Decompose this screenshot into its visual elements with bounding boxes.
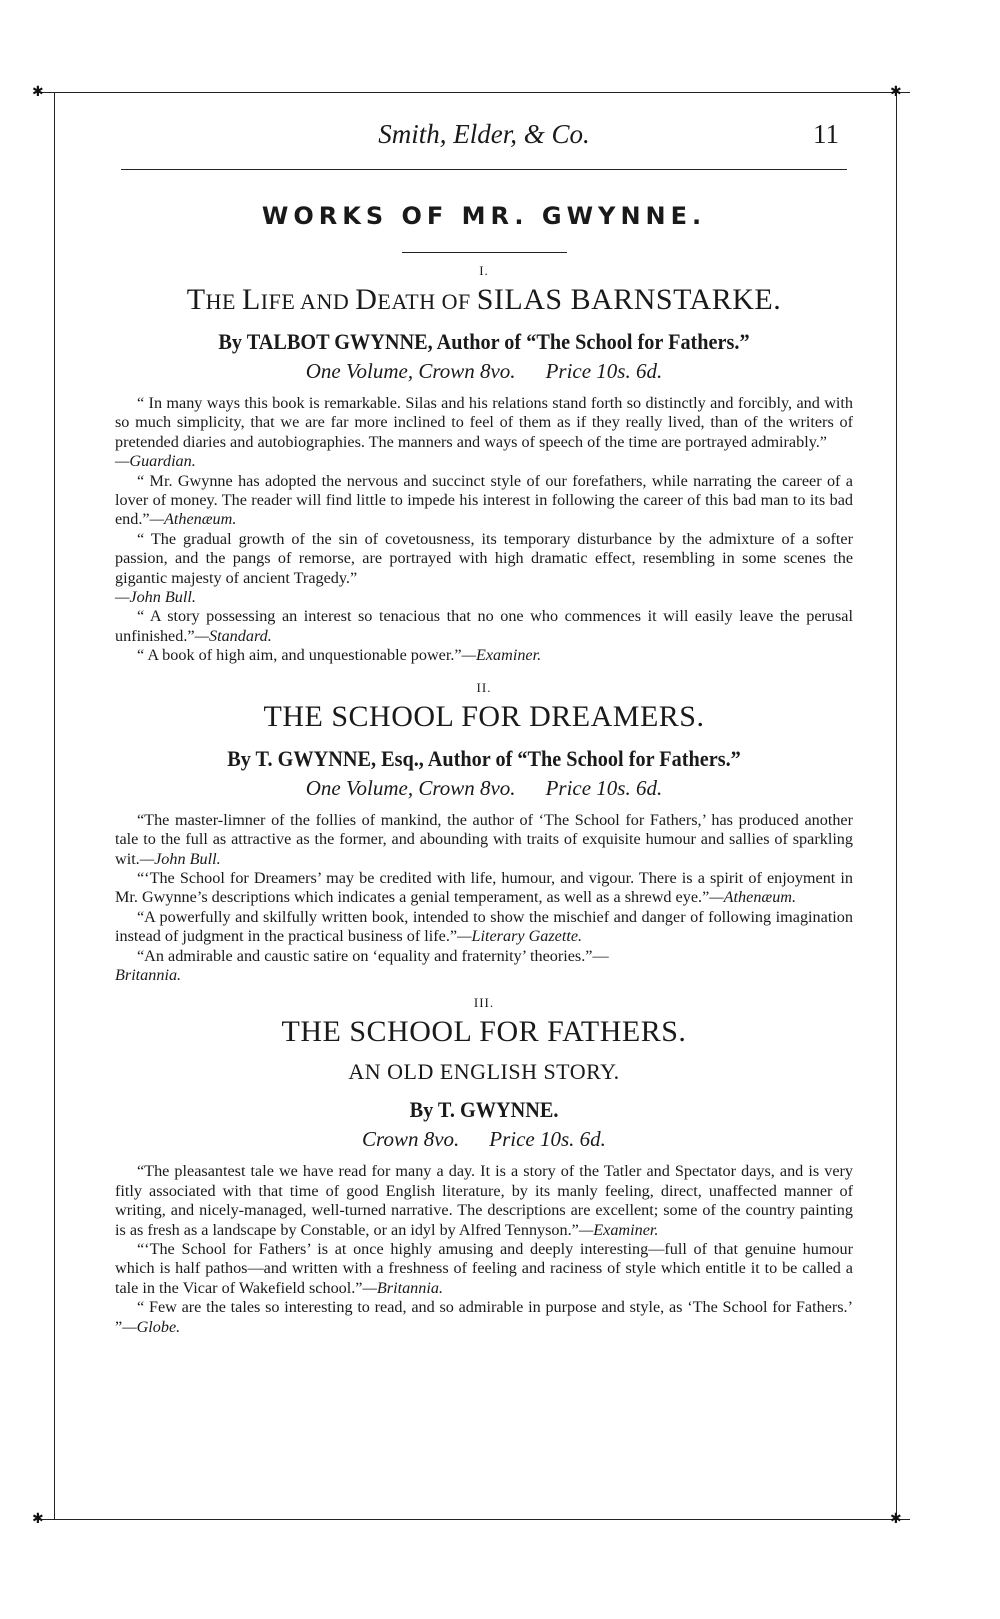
- review-quote: [115, 908, 853, 947]
- review-text: “ Few are the tales so interesting to read, and so admirable in purpose and style, as ‘The School for Fathers.’ ”: [115, 1298, 853, 1336]
- review-source: —John Bull.: [139, 849, 221, 868]
- page-title: WORKS OF MR. GWYNNE.: [261, 202, 707, 230]
- work-byline: By TALBOT GWYNNE, Author of “The School for Fathers.”: [218, 329, 750, 354]
- review-text: “An admirable and caustic satire on ‘equality and fraternity’ theories.”—: [137, 946, 609, 965]
- review-text: “ The gradual growth of the sin of covetousness, its temporary disturbance by the admixture of a softer passion, and the pangs of remorse, are portrayed with high dramatic effect, resembling in some scenes the gigantic majesty of ancient Tragedy.”: [115, 529, 853, 587]
- right-border: [896, 92, 897, 1520]
- review-source: —Guardian.: [115, 452, 196, 471]
- work-numeral: II.: [476, 679, 492, 695]
- work-title: THE SCHOOL FOR DREAMERS.: [263, 699, 705, 733]
- work-byline: By T. GWYNNE, Esq., Author of “The School for Fathers.”: [227, 745, 741, 771]
- review-quote: [115, 607, 853, 646]
- volume-info: One Volume, Crown 8vo.: [305, 359, 516, 383]
- volume-info: One Volume, Crown 8vo.: [305, 775, 516, 800]
- volume-info: Crown 8vo.: [362, 1127, 460, 1152]
- work-numeral: III.: [473, 995, 495, 1011]
- title-part: IFE AND: [260, 289, 356, 314]
- work-title: [115, 283, 853, 317]
- review-text: “‘The School for Fathers’ is at once highly amusing and deeply interesting—full of that genuine humour which is half pathos—and written with a freshness of feeling and raciness of style which entitle it to be called a tale in the Vicar of Wakefield school.”: [115, 1239, 853, 1297]
- review-source: —Literary Gazette.: [457, 927, 583, 946]
- work-numeral: I.: [479, 263, 489, 278]
- corner-ornament-icon: ✱: [32, 1511, 44, 1527]
- review-text: “The master-limner of the follies of mankind, the author of ‘The School for Fathers,’ has produced another tale to the full as attractive as the former, and abounding with traits of exquisite humour and sallies of sparkling wit.: [115, 810, 853, 868]
- review-source: —Examiner.: [578, 1220, 659, 1239]
- review-list: [115, 394, 853, 666]
- review-quote: [115, 646, 853, 665]
- review-text: “A powerfully and skilfully written book, intended to show the mischief and danger of following imagination instead of judgment in the practical business of life.”: [115, 907, 853, 946]
- title-part: D: [355, 283, 378, 316]
- price-info: Price 10s. 6d.: [545, 359, 663, 383]
- title-part: SILAS BARNSTARKE.: [476, 283, 782, 316]
- price-info: Price 10s. 6d.: [489, 1127, 606, 1152]
- page-number: 11: [813, 119, 839, 149]
- review-quote: [115, 869, 853, 908]
- review-source: Britannia.: [115, 965, 182, 984]
- title-part: T: [186, 283, 206, 316]
- title-part: HE: [205, 289, 242, 314]
- review-source: —Standard.: [194, 626, 272, 645]
- publication-info: [115, 359, 853, 384]
- review-quote: [115, 530, 853, 608]
- review-quote: [115, 811, 853, 869]
- corner-ornament-icon: ✱: [890, 1511, 902, 1527]
- corner-ornament-icon: ✱: [32, 84, 44, 100]
- review-source: —Examiner.: [461, 646, 542, 665]
- review-text: “ A book of high aim, and unquestionable power.”: [137, 646, 462, 665]
- review-text: “ Mr. Gwynne has adopted the nervous and succinct style of our forefathers, while narrating the career of a lover of money. The reader will find little to impede his interest in following the career of this bad man to its bad end.”: [115, 471, 853, 529]
- review-quote: [115, 1162, 853, 1240]
- review-source: —Britannia.: [362, 1278, 443, 1297]
- review-text: “The pleasantest tale we have read for many a day. It is a story of the Tatler and Spectator days, and is very fitly associated with that time of good English literature, by its manly feeling, direct, unaffected manner of writing, and nicely-managed, well-turned narrative. The descriptions are excellent; some of the country painting is as fresh as a landscape by Constable, or an idyl by Alfred Tennyson.”: [115, 1162, 853, 1239]
- review-text: “ In many ways this book is remarkable. Silas and his relations stand forth so distinctly and forcibly, and with so much simplicity, that we are far more inclined to feel of them as if they really lived, than of the writers of pretended diaries and autobiographies. The manners and ways of speech of the time are portrayed admirably.”: [115, 394, 853, 451]
- review-list: [115, 811, 853, 986]
- title-part: EATH OF: [377, 289, 477, 314]
- review-source: —Globe.: [122, 1317, 181, 1336]
- review-quote: [115, 394, 853, 472]
- work-section: [115, 680, 853, 986]
- work-section: [115, 263, 853, 666]
- review-source: —John Bull.: [115, 588, 196, 607]
- title-divider: [402, 252, 567, 253]
- left-border: [54, 92, 55, 1520]
- running-head: [115, 115, 853, 157]
- publication-info: [115, 1127, 853, 1152]
- running-title: Smith, Elder, & Co.: [378, 119, 590, 149]
- work-section: [115, 995, 853, 1337]
- corner-ornament-icon: ✱: [890, 84, 902, 100]
- review-quote: [115, 472, 853, 530]
- bottom-border: [38, 1519, 910, 1520]
- work-byline: By T. GWYNNE.: [409, 1097, 559, 1123]
- work-title: THE SCHOOL FOR FATHERS.: [281, 1015, 687, 1049]
- page-content: [115, 115, 853, 1337]
- review-source: —Athenæum.: [149, 510, 237, 529]
- review-quote: [115, 947, 853, 986]
- work-subtitle: AN OLD ENGLISH STORY.: [348, 1059, 620, 1085]
- review-text: “ A story possessing an interest so tenacious that no one who commences it will easily leave the perusal unfinished.”: [115, 607, 853, 645]
- top-border: [38, 92, 910, 93]
- review-quote: [115, 1298, 853, 1337]
- header-divider: [121, 169, 847, 170]
- review-quote: [115, 1240, 853, 1298]
- price-info: Price 10s. 6d.: [545, 775, 663, 800]
- review-text: “‘The School for Dreamers’ may be credited with life, humour, and vigour. There is a spirit of enjoyment in Mr. Gwynne’s descriptions which indicates a genial temperament, as well as a shrewd eye.”: [115, 868, 853, 907]
- review-source: —Athenæum.: [709, 888, 797, 907]
- title-part: L: [241, 283, 261, 316]
- publication-info: [115, 776, 853, 801]
- review-list: [115, 1162, 853, 1337]
